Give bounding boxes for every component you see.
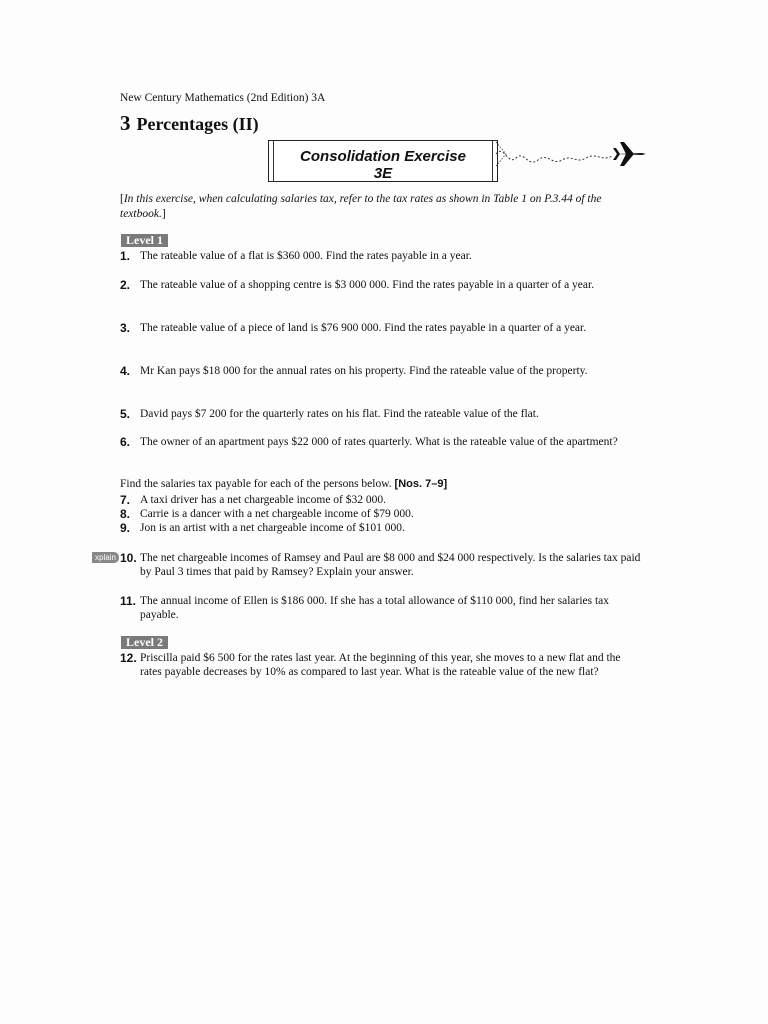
note-close-bracket: ] (161, 208, 166, 220)
question-10 (120, 551, 645, 579)
question-number: 11. (120, 594, 137, 608)
question-number: 4. (120, 364, 131, 378)
question-8 (120, 507, 645, 521)
question-number: 1. (120, 249, 131, 263)
question-text: A taxi driver has a net chargeable income of $32 000. (140, 494, 386, 506)
chapter-title: Percentages (II) (136, 114, 259, 134)
question-5 (120, 407, 645, 421)
question-number: 12. (120, 651, 137, 665)
question-text: David pays $7 200 for the quarterly rates on his flat. Find the rateable value of the flat. (140, 408, 539, 420)
chapter-heading (120, 111, 259, 136)
question-text: The owner of an apartment pays $22 000 of rates quarterly. What is the rateable value of the apartment? (140, 436, 618, 448)
banner-title (269, 148, 497, 182)
question-text: Mr Kan pays $18 000 for the annual rates on his property. Find the rateable value of the property. (140, 365, 588, 377)
question-6 (120, 435, 645, 449)
question-9 (120, 521, 645, 535)
question-12 (120, 651, 645, 679)
airplane-trail-icon (494, 136, 646, 176)
question-number: 2. (120, 278, 131, 292)
question-text: Priscilla paid $6 500 for the rates last year. At the beginning of this year, she moves to a new flat and the rates payable decreases by 10% as compared to last year. What is the rateable value of the new flat? (140, 652, 621, 678)
question-number: 3. (120, 321, 131, 335)
chapter-number: 3 (120, 111, 131, 135)
instruction-ref: [Nos. 7–9] (394, 478, 448, 490)
note-open-bracket: [ (120, 193, 124, 205)
question-text: The rateable value of a flat is $360 000. Find the rates payable in a year. (140, 250, 472, 262)
question-number: 10. (120, 551, 137, 565)
level-1-badge: Level 1 (121, 234, 168, 247)
question-text: The annual income of Ellen is $186 000. If she has a total allowance of $110 000, find her salaries tax payable. (140, 595, 610, 621)
question-number: 8. (120, 507, 131, 521)
book-title: New Century Mathematics (2nd Edition) 3A (120, 92, 326, 104)
question-2 (120, 278, 645, 292)
question-text: The net chargeable incomes of Ramsey and Paul are $8 000 and $24 000 respectively. Is the salaries tax paid by Paul 3 times that paid by Ramsey? Explain your answer. (140, 552, 641, 578)
explain-tag: xplain (92, 552, 119, 563)
question-number: 5. (120, 407, 131, 421)
question-7 (120, 493, 645, 507)
question-4 (120, 364, 645, 378)
exercise-banner (268, 140, 498, 182)
question-number: 9. (120, 521, 131, 535)
banner-line-2: 3E (373, 165, 393, 182)
question-text: Jon is an artist with a net chargeable income of $101 000. (140, 522, 405, 534)
airplane-icon (613, 142, 646, 166)
question-3 (120, 321, 645, 335)
question-text: Carrie is a dancer with a net chargeable income of $79 000. (140, 508, 414, 520)
question-text: The rateable value of a piece of land is $76 900 000. Find the rates payable in a quarter of a year. (140, 322, 587, 334)
question-11 (120, 594, 645, 622)
question-number: 7. (120, 493, 131, 507)
question-text: The rateable value of a shopping centre is $3 000 000. Find the rates payable in a quarter of a year. (140, 279, 595, 291)
banner-line-1: Consolidation Exercise (300, 148, 466, 165)
note-text: In this exercise, when calculating salaries tax, refer to the tax rates as shown in Table 1 on P.3.44 of the textbook. (120, 193, 602, 220)
instruction (120, 478, 447, 490)
level-2-badge: Level 2 (121, 636, 168, 649)
instruction-text: Find the salaries tax payable for each of the persons below. (120, 478, 392, 490)
question-1 (120, 249, 645, 263)
question-number: 6. (120, 435, 131, 449)
exercise-note (120, 192, 650, 222)
